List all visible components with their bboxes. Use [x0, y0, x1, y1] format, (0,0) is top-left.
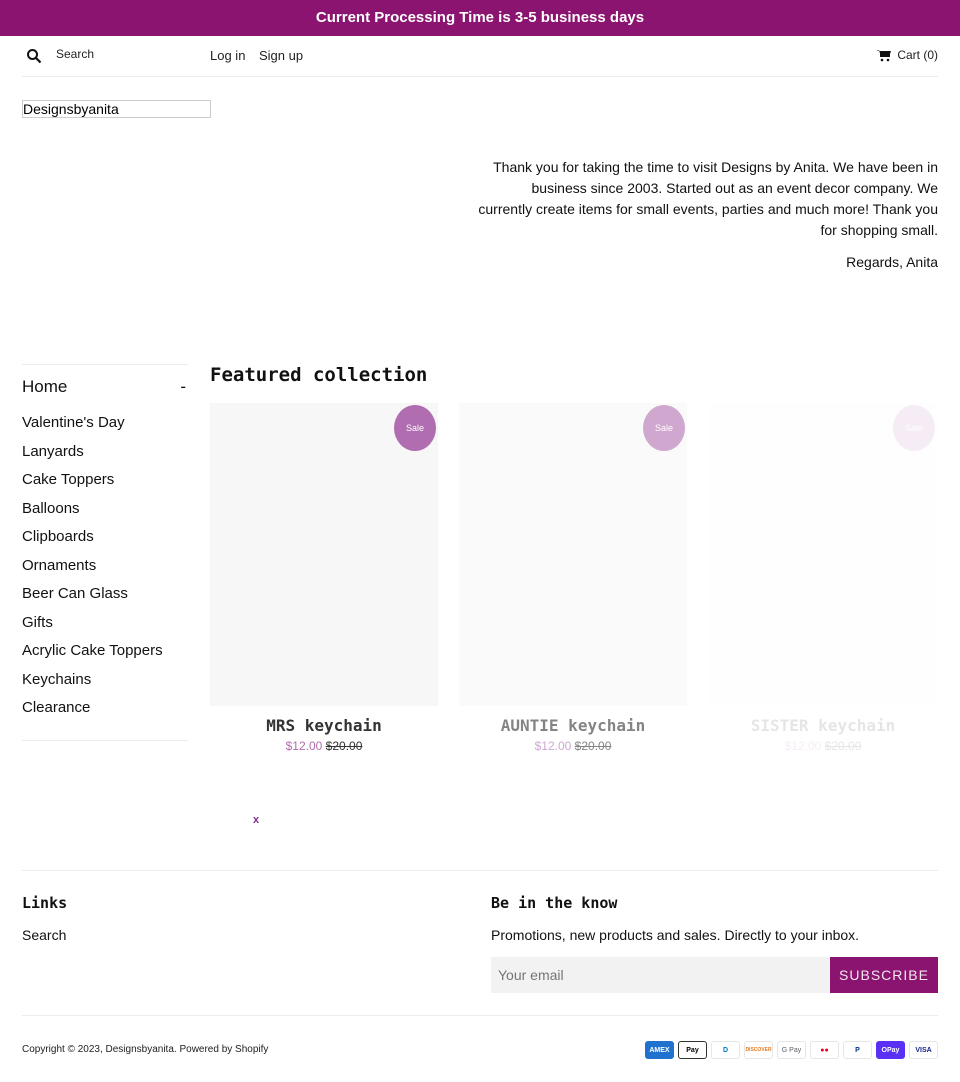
login-link[interactable]: Log in [210, 48, 246, 63]
discover-icon: DISCOVER [744, 1041, 773, 1059]
payment-icons [645, 1041, 938, 1059]
top-nav [22, 36, 938, 77]
sale-price: $12.00 [534, 739, 572, 753]
cart-icon [876, 49, 891, 62]
mastercard-icon: ●● [810, 1041, 839, 1059]
site-logo[interactable]: Designsbyanita [22, 100, 211, 118]
sale-price: $12.00 [285, 739, 323, 753]
signup-link[interactable]: Sign up [259, 48, 304, 63]
divider [22, 870, 938, 871]
sidebar-nav [22, 364, 188, 741]
product-name[interactable]: AUNTIE keychain [500, 716, 646, 735]
sidebar-item-clipboards[interactable]: Clipboards [22, 528, 94, 545]
sale-badge: Sale [394, 405, 436, 451]
product-name[interactable]: SISTER keychain [750, 716, 896, 735]
cart-label: Cart (0) [897, 48, 938, 62]
footer-link-search[interactable]: Search [22, 927, 67, 943]
sidebar-item-beer-can-glass[interactable]: Beer Can Glass [22, 585, 128, 602]
footer-links-title: Links [22, 894, 68, 912]
sidebar-item-acrylic-cake-toppers[interactable]: Acrylic Cake Toppers [22, 642, 163, 659]
announcement-bar: Current Processing Time is 3-5 business days [0, 0, 960, 36]
featured-collection-title: Featured collection [210, 364, 428, 386]
divider [22, 1015, 938, 1016]
copyright: Copyright © 2023, Designsbyanita. Powered by Shopify [22, 1044, 269, 1055]
original-price: $20.00 [824, 739, 862, 753]
sidebar-item-ornaments[interactable]: Ornaments [22, 556, 97, 574]
product-name[interactable]: MRS keychain [266, 716, 382, 735]
sidebar-item-valentines-day[interactable]: Valentine's Day [22, 414, 125, 431]
original-price: $20.00 [574, 739, 612, 753]
diners-icon: D [711, 1041, 740, 1059]
product-card[interactable] [459, 403, 687, 753]
product-image[interactable] [459, 403, 687, 706]
sidebar-item-balloons[interactable]: Balloons [22, 499, 80, 517]
sidebar-item-keychains[interactable]: Keychains [22, 670, 92, 688]
apple-pay-icon: Pay [678, 1041, 707, 1059]
google-pay-icon: G Pay [777, 1041, 806, 1059]
product-card[interactable] [210, 403, 438, 753]
collapse-toggle[interactable]: - [180, 377, 186, 396]
shop-pay-icon: OPay [876, 1041, 905, 1059]
newsletter-text: Promotions, new products and sales. Directly to your inbox. [491, 927, 860, 943]
search-input[interactable]: Search [56, 47, 95, 61]
sale-price: $12.00 [784, 739, 822, 753]
sidebar-item-cake-toppers[interactable]: Cake Toppers [22, 471, 115, 488]
intro-paragraph: Thank you for taking the time to visit Designs by Anita. We have been in business since 2003. Started out as an event decor company. We currently create items for small events, parties and much more! Thank you for shopping small. [478, 159, 938, 238]
sidebar-item-lanyards[interactable]: Lanyards [22, 442, 84, 460]
cart-link[interactable] [876, 48, 938, 62]
amex-icon: AMEX [645, 1041, 674, 1059]
original-price: $20.00 [325, 739, 363, 753]
sale-badge: Sale [643, 405, 685, 451]
search-icon[interactable] [26, 48, 42, 64]
visa-icon: VISA [909, 1041, 938, 1059]
sidebar-item-home[interactable]: Home [22, 377, 68, 396]
email-field[interactable] [491, 957, 831, 993]
product-image[interactable] [709, 403, 937, 706]
product-image[interactable] [210, 403, 438, 706]
product-card[interactable] [709, 403, 937, 753]
intro-signoff: Regards, Anita [846, 254, 938, 270]
sidebar-item-gifts[interactable]: Gifts [22, 613, 53, 631]
paypal-icon: P [843, 1041, 872, 1059]
close-icon[interactable]: x [253, 814, 260, 826]
newsletter-title: Be in the know [491, 894, 618, 912]
sale-badge: Sale [893, 405, 935, 451]
sidebar-item-clearance[interactable]: Clearance [22, 699, 91, 716]
intro-text [478, 157, 938, 273]
subscribe-button[interactable]: SUBSCRIBE [830, 957, 938, 993]
